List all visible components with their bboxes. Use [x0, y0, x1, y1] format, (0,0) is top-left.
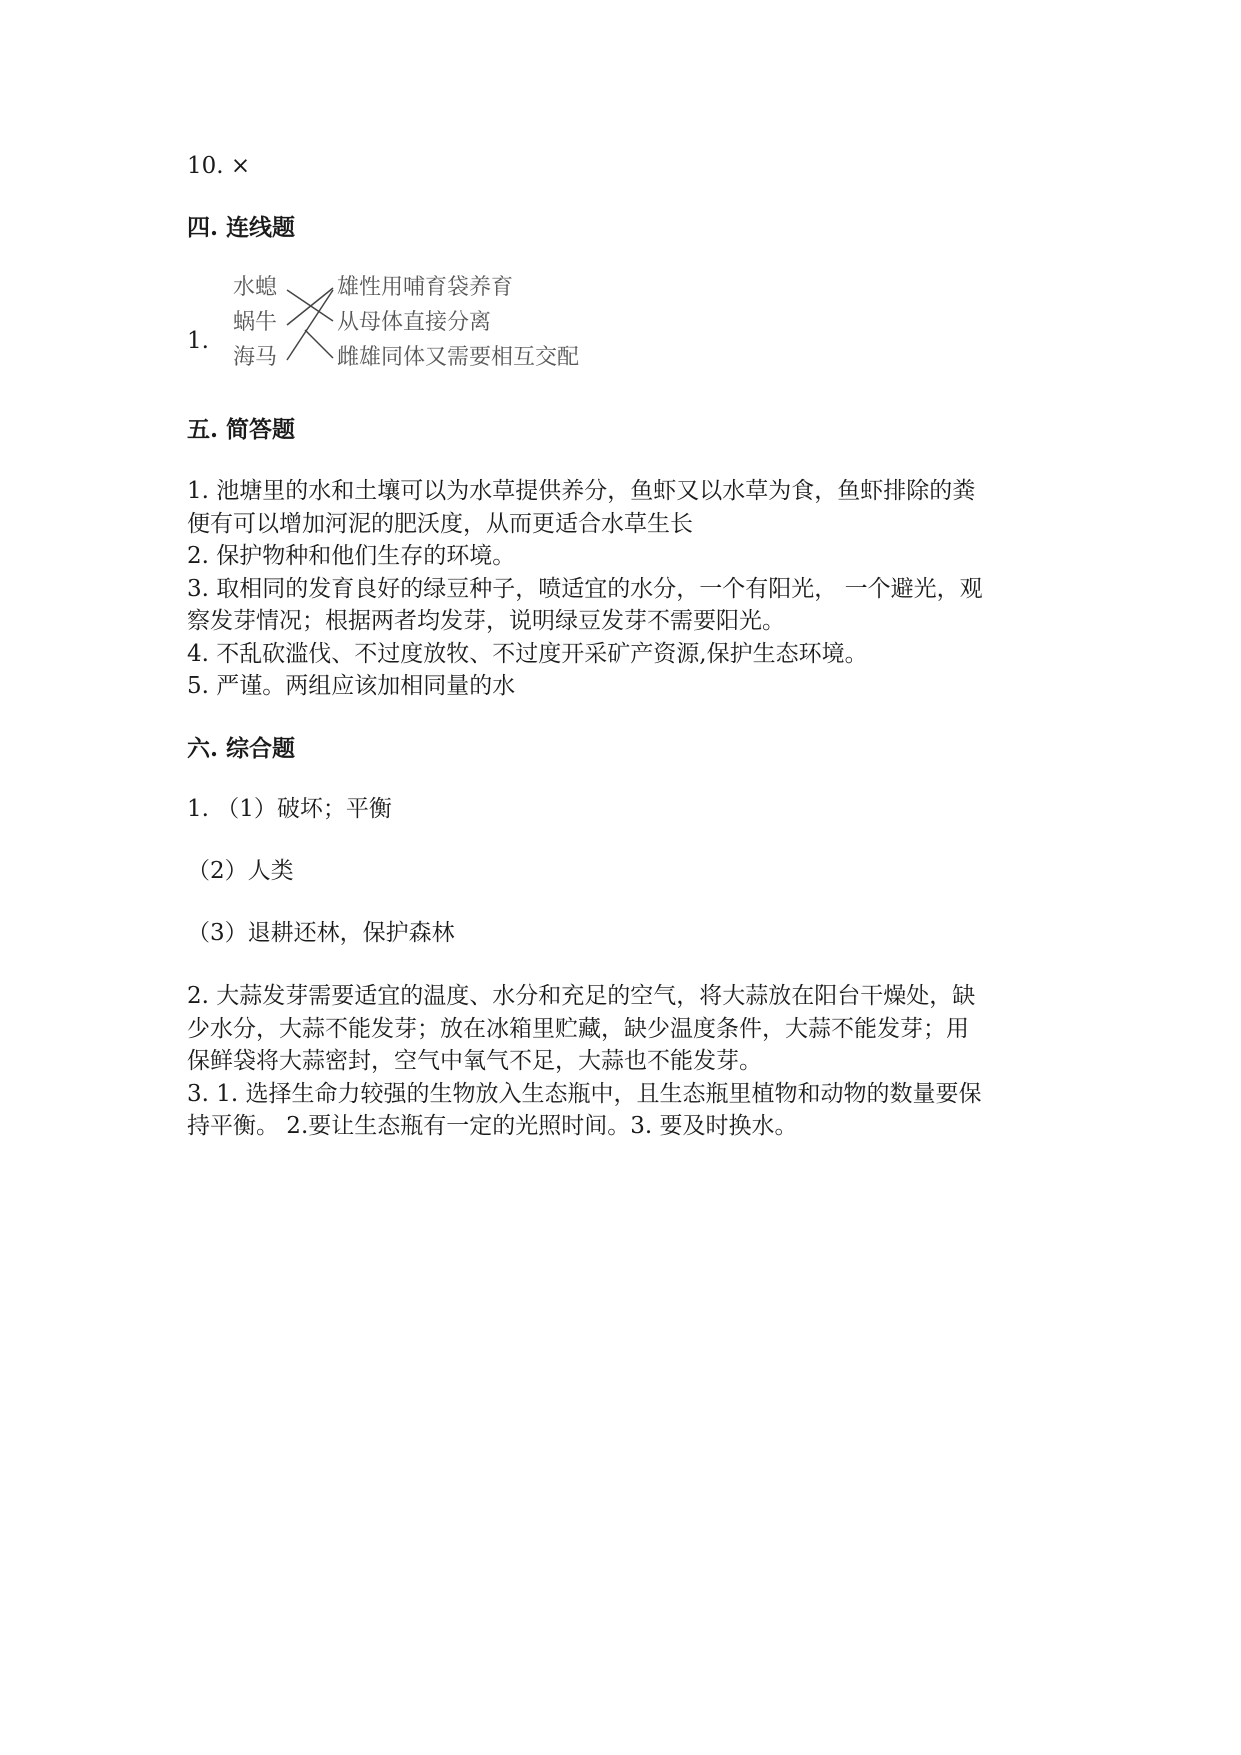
section-6-title: 六. 综合题 [187, 735, 296, 762]
left-item-2: 蜗牛 [233, 310, 278, 335]
answer-line: 5. 严谨。两组应该加相同量的水 [187, 673, 516, 699]
answer-line: 察发芽情况；根据两者均发芽，说明绿豆发芽不需要阳光。 [187, 608, 785, 634]
answer-item-10: 10. × [187, 153, 251, 179]
match-line-3 [287, 290, 333, 360]
section-5-title: 五. 简答题 [187, 416, 296, 443]
answer-line: 保鲜袋将大蒜密封，空气中氧气不足，大蒜也不能发芽。 [187, 1048, 762, 1074]
left-item-1: 水螅 [233, 275, 278, 300]
match-line-2 [287, 288, 333, 325]
right-item-1: 雄性用哺育袋养育 [337, 275, 514, 300]
answer-line: 持平衡。 2.要让生态瓶有一定的光照时间。3. 要及时换水。 [187, 1113, 798, 1139]
section-5-answers [187, 475, 1057, 703]
answer-line: 2. 保护物种和他们生存的环境。 [187, 543, 516, 569]
answer-line: 便有可以增加河泥的肥沃度，从而更适合水草生长 [187, 510, 693, 537]
answer-line: 少水分，大蒜不能发芽；放在冰箱里贮藏，缺少温度条件，大蒜不能发芽；用 [187, 1015, 969, 1042]
right-item-2: 从母体直接分离 [337, 310, 492, 335]
answer-6-1-part2: （2）人类 [187, 858, 294, 884]
answer-6-2 [187, 980, 1057, 1143]
matching-diagram [233, 273, 633, 383]
right-item-3: 雌雄同体又需要相互交配 [337, 345, 580, 370]
answer-line: 1. 池塘里的水和土壤可以为水草提供养分，鱼虾又以水草为食，鱼虾排除的粪 [187, 478, 976, 504]
answer-line: 3. 1. 选择生命力较强的生物放入生态瓶中，且生态瓶里植物和动物的数量要保 [187, 1080, 982, 1107]
section-4-title: 四. 连线题 [187, 214, 296, 241]
answer-line: 2. 大蒜发芽需要适宜的温度、水分和充足的空气，将大蒜放在阳台干燥处，缺 [187, 983, 976, 1009]
answer-6-1-part3: （3）退耕还林，保护森林 [187, 920, 455, 946]
match-line-1 [287, 290, 333, 321]
answer-6-1-part1: 1. （1）破坏；平衡 [187, 796, 392, 822]
left-item-3: 海马 [233, 345, 278, 370]
matching-question-number: 1. [187, 328, 209, 354]
answer-line: 4. 不乱砍滥伐、不过度放牧、不过度开采矿产资源,保护生态环境。 [187, 640, 868, 667]
answer-line: 3. 取相同的发育良好的绿豆种子，喷适宜的水分，一个有阳光， 一个避光，观 [187, 575, 983, 602]
matching-lines [233, 273, 633, 383]
match-line-4 [305, 330, 333, 358]
